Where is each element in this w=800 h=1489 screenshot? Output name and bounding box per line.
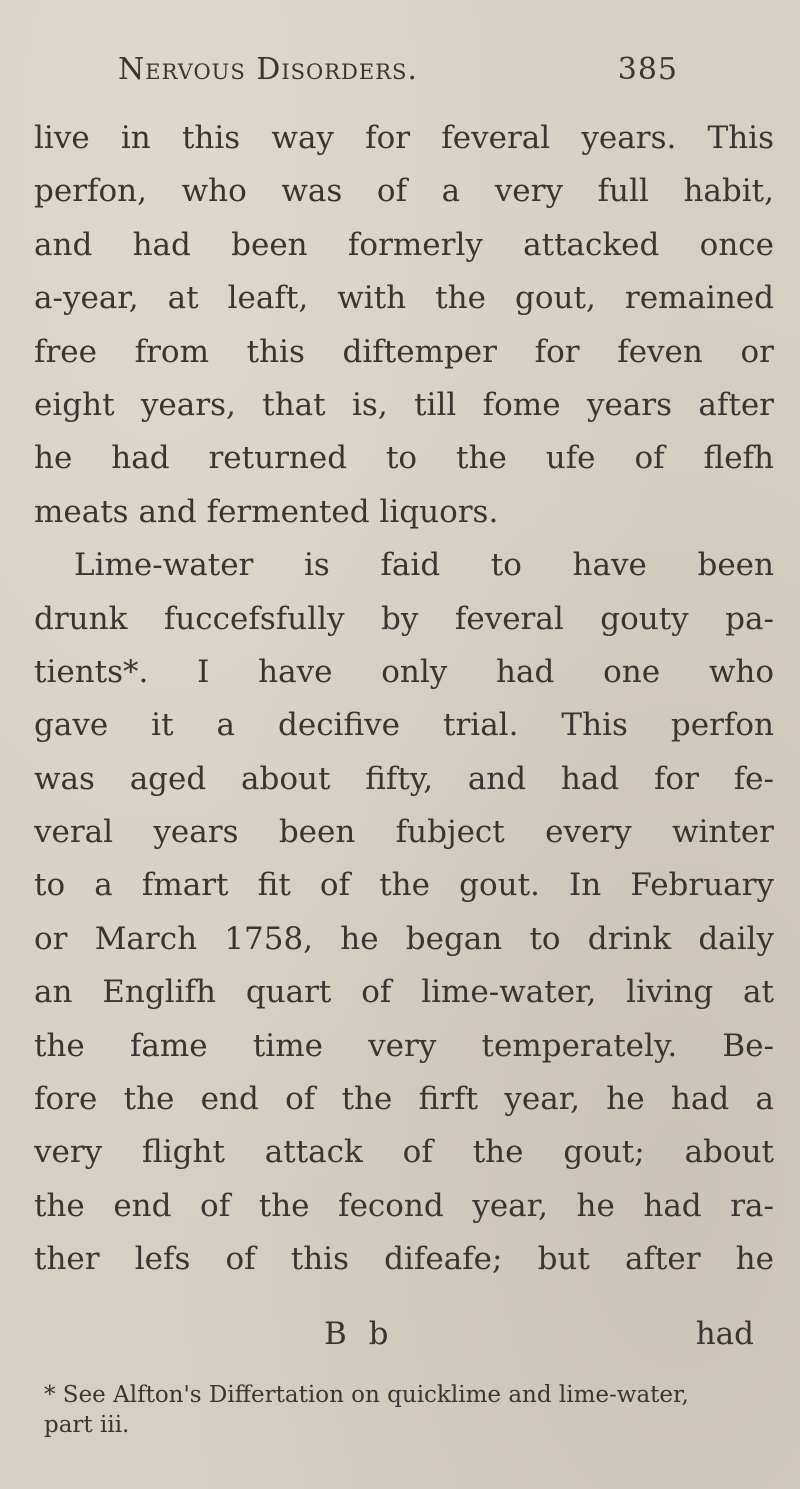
footnote	[44, 1380, 764, 1440]
footnote-line: * See Alfton's Differtation on quicklime and lime-water,	[44, 1382, 689, 1408]
text-line: eight years, that is, till fome years after	[34, 386, 774, 423]
signature-mark: B b	[324, 1316, 395, 1352]
signature-line	[34, 1310, 754, 1358]
text-line: tients*. I have only had one who	[34, 653, 774, 690]
catchword: had	[695, 1316, 754, 1352]
text-line: an Englifh quart of lime-water, living at	[34, 974, 774, 1011]
page-number: 385	[617, 52, 678, 87]
text-line: or March 1758, he began to drink daily	[34, 920, 774, 957]
text-line: gave it a decifive trial. This perfon	[34, 707, 774, 744]
text-line: the fame time very temperately. Be-	[34, 1027, 774, 1064]
text-line: meats and fermented liquors.	[34, 493, 499, 530]
text-line: very flight attack of the gout; about	[34, 1134, 774, 1171]
text-line: veral years been fubject every winter	[34, 814, 774, 851]
text-line: was aged about fifty, and had for fe-	[34, 760, 774, 797]
footnote-line: part iii.	[44, 1412, 130, 1438]
body-text	[34, 112, 774, 1287]
text-line: free from this diftemper for feven or	[34, 333, 774, 370]
text-line: to a fmart fit of the gout. In February	[34, 867, 774, 904]
text-line: live in this way for feveral years. This	[34, 120, 774, 156]
text-line: perfon, who was of a very full habit,	[34, 173, 774, 210]
text-line: Lime-water is faid to have been	[74, 547, 774, 584]
text-line: the end of the fecond year, he had ra-	[34, 1187, 774, 1224]
text-line: and had been formerly attacked once	[34, 226, 774, 263]
running-title: Nervous Disorders.	[118, 52, 418, 87]
text-line: ther lefs of this difeafe; but after he	[34, 1241, 774, 1278]
text-line: he had returned to the ufe of flefh	[34, 440, 774, 477]
text-line: a-year, at leaft, with the gout, remained	[34, 280, 774, 317]
text-line: drunk fuccefsfully by feveral gouty pa-	[34, 600, 774, 637]
text-line: fore the end of the firft year, he had a	[34, 1081, 774, 1118]
